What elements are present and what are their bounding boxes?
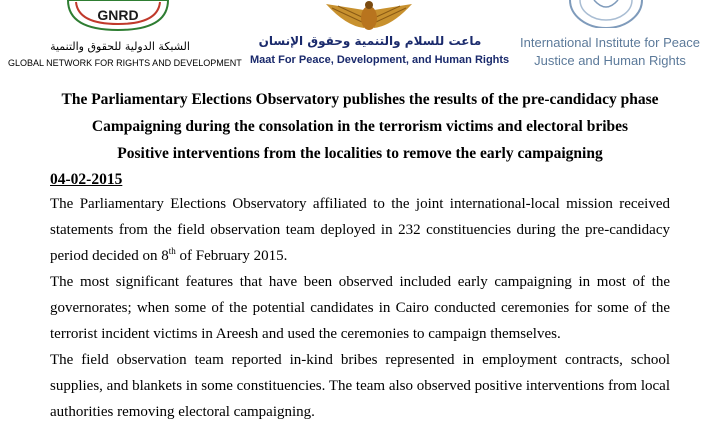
- gnrd-arabic-name: الشبكة الدولية للحقوق والتنمية: [50, 40, 190, 53]
- headline-3: Positive interventions from the localities to remove the early campaigning: [117, 145, 603, 162]
- headline-1: The Parliamentary Elections Observatory publishes the results of the pre-candidacy phase: [61, 91, 659, 108]
- headline-2: Campaigning during the consolation in the terrorism victims and electoral bribes: [91, 118, 629, 135]
- iip-name-line-2: Justice and Human Rights: [534, 53, 686, 68]
- iipjhr-logo: [500, 0, 720, 76]
- globe-emblem-icon: [566, 0, 646, 28]
- ordinal-suffix: th: [168, 246, 176, 256]
- maat-arabic-name: ماعت للسلام والتنمية وحقوق الإنسان: [258, 34, 482, 48]
- paragraph-1: [50, 191, 670, 269]
- maat-winged-figure-icon: [324, 0, 414, 30]
- iip-name-line-1: International Institute for Peace: [520, 35, 700, 50]
- paragraph-1-text: The Parliamentary Elections Observatory affiliated to the joint international-local mission received statements from the field observation team deployed in 232 constituencies during the pre-candidacy period decided on 8: [50, 196, 670, 264]
- paragraph-2: The most significant features that have been observed included early campaigning in most of the governorates; when some of the potential candidates in Cairo conducted ceremonies for some of the terrorist incident victims in Areesh and used the ceremonies to campaign themselves.: [50, 274, 670, 342]
- maat-english-name: Maat For Peace, Development, and Human Rights: [250, 54, 510, 66]
- gnrd-emblem-icon: [62, 0, 174, 32]
- paragraph-1-tail: of February 2015.: [175, 248, 288, 264]
- release-date: 04-02-2015: [50, 171, 123, 188]
- maat-logo: [250, 0, 510, 80]
- gnrd-logo: [0, 0, 242, 76]
- article-body: [50, 191, 670, 425]
- paragraph-3: The field observation team reported in-kind bribes represented in employment contracts, school supplies, and blankets in some constituencies. The team also observed positive interventions from local authorities removing electoral campaigning.: [50, 352, 671, 420]
- gnrd-english-name: GLOBAL NETWORK FOR RIGHTS AND DEVELOPMENT: [8, 58, 242, 68]
- gnrd-abbr: GNRD: [97, 7, 139, 23]
